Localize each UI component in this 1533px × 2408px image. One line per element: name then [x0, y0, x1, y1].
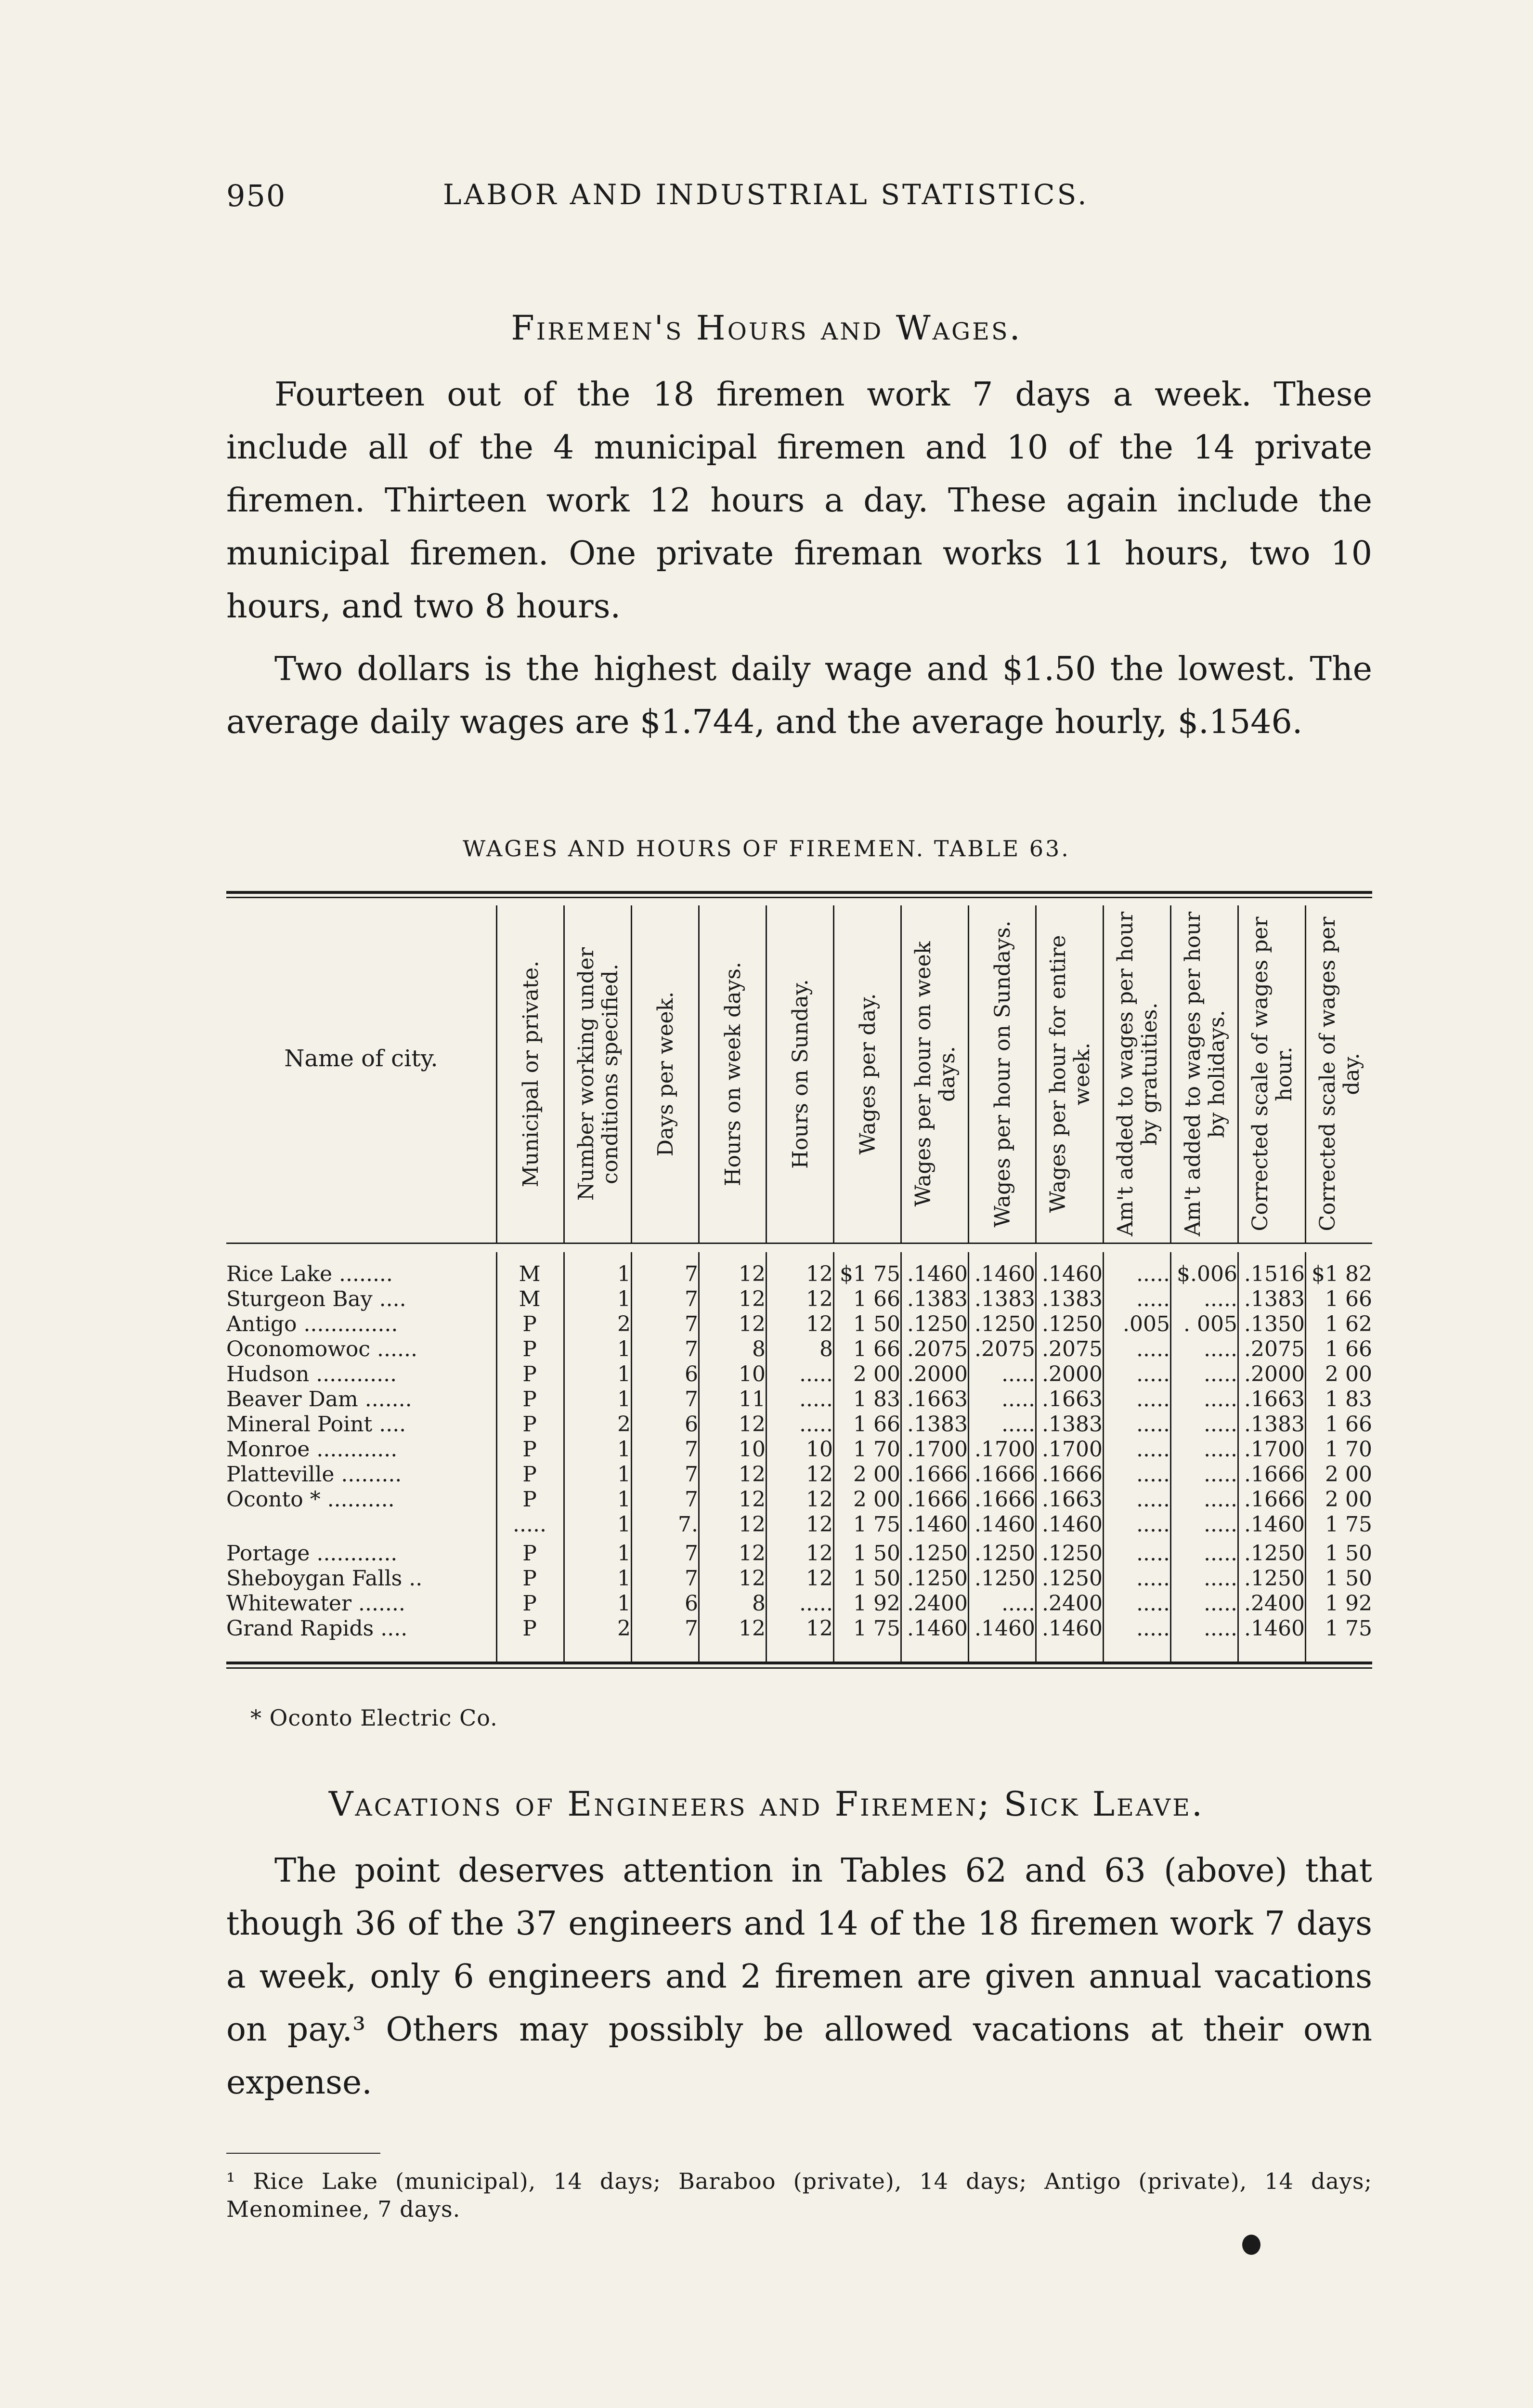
cell-number-working: 1	[617, 1487, 631, 1512]
cell-gratuities: .....	[1136, 1566, 1170, 1591]
cell-number-working: 1	[617, 1262, 631, 1286]
cell-wages-hour-entire-week: .1663	[1042, 1487, 1103, 1512]
page-number: 950	[226, 178, 286, 213]
cell-wages-hour-entire-week: .1700	[1042, 1437, 1103, 1462]
cell-gratuities: .....	[1136, 1387, 1170, 1412]
cell-hours-sunday: 12	[806, 1487, 833, 1512]
cell-gratuities: .....	[1136, 1337, 1170, 1361]
cell-number-working: 1	[617, 1437, 631, 1462]
cell-wages-hour-entire-week: .2075	[1042, 1337, 1103, 1361]
cell-corrected-per-day: 1 66	[1325, 1337, 1372, 1361]
cell-holidays: .....	[1204, 1487, 1237, 1512]
cell-city: Rice Lake ........	[226, 1262, 393, 1286]
cell-wages-hour-entire-week: .1250	[1042, 1312, 1103, 1336]
cell-hours-week-days: 12	[739, 1566, 766, 1591]
cell-wages-hour-week-days: .1383	[907, 1287, 968, 1311]
column-header-hours-sunday: Hours on Sunday.	[766, 905, 834, 1243]
cell-hours-sunday: 12	[806, 1512, 833, 1537]
cell-wages-hour-sundays: .1250	[974, 1312, 1035, 1336]
cell-days-per-week: 7	[685, 1541, 698, 1566]
cell-wages-hour-week-days: .1460	[907, 1262, 968, 1286]
cell-wages-hour-week-days: .2075	[907, 1337, 968, 1361]
column-header-corrected-per-hour: Corrected scale of wages per hour.	[1237, 905, 1306, 1243]
cell-wages-hour-sundays: .1250	[974, 1566, 1035, 1591]
cell-holidays: .....	[1204, 1512, 1237, 1537]
cell-days-per-week: 6	[685, 1591, 698, 1616]
cell-wages-hour-sundays: .1700	[974, 1437, 1035, 1462]
footnote-rule	[226, 2153, 380, 2154]
cell-wages-hour-entire-week: .2400	[1042, 1591, 1103, 1616]
table-row	[226, 1566, 1372, 1591]
table-header-rule	[226, 1243, 1372, 1244]
cell-hours-sunday: 8	[819, 1337, 833, 1361]
cell-corrected-per-day: 1 66	[1325, 1287, 1372, 1311]
cell-holidays: .....	[1204, 1566, 1237, 1591]
cell-hours-week-days: 8	[752, 1337, 766, 1361]
table-row	[226, 1541, 1372, 1566]
cell-holidays: .....	[1204, 1362, 1237, 1387]
cell-holidays: $.006	[1177, 1262, 1237, 1286]
cell-days-per-week: 7	[685, 1616, 698, 1641]
table-row	[226, 1337, 1372, 1362]
paragraph-firemen-hours: Fourteen out of the 18 firemen work 7 days a week. These include all of the 4 municipal firemen and 10 of the 14 private firemen. Thirteen work 12 hours a day. These again include the municipal firemen. One private fireman works 11 hours, two 10 hours, and two 8 hours.	[226, 376, 1372, 626]
cell-days-per-week: 7	[685, 1487, 698, 1512]
cell-city	[226, 1512, 496, 1537]
cell-wages-hour-sundays: .2075	[974, 1337, 1035, 1361]
cell-wages-per-day: 1 92	[853, 1591, 900, 1616]
cell-municipal-or-private: P	[522, 1387, 537, 1412]
cell-municipal-or-private: P	[522, 1616, 537, 1641]
cell-days-per-week: 7	[685, 1437, 698, 1462]
cell-wages-hour-week-days: .1666	[907, 1487, 968, 1512]
cell-gratuities: .....	[1136, 1591, 1170, 1616]
cell-number-working: 2	[617, 1312, 631, 1336]
cell-wages-hour-sundays: .....	[1001, 1591, 1035, 1616]
cell-city: Oconto * ..........	[226, 1487, 395, 1512]
cell-number-working: 2	[617, 1616, 631, 1641]
cell-city: Whitewater .......	[226, 1591, 405, 1616]
cell-gratuities: .....	[1136, 1616, 1170, 1641]
cell-city: Oconomowoc ......	[226, 1337, 417, 1361]
cell-hours-sunday: 10	[806, 1437, 833, 1462]
cell-number-working: 2	[617, 1412, 631, 1437]
table-caption: WAGES AND HOURS OF FIREMEN. TABLE 63.	[463, 836, 1070, 862]
cell-city: Sturgeon Bay ....	[226, 1287, 406, 1311]
table-row	[226, 1512, 1372, 1537]
cell-corrected-per-day: 2 00	[1325, 1462, 1372, 1487]
cell-number-working: 1	[617, 1362, 631, 1387]
cell-holidays: .....	[1204, 1616, 1237, 1641]
cell-wages-per-day: 1 70	[853, 1437, 900, 1462]
cell-wages-hour-week-days: .1250	[907, 1312, 968, 1336]
cell-days-per-week: 7	[685, 1566, 698, 1591]
cell-holidays: .....	[1204, 1541, 1237, 1566]
cell-corrected-per-hour: .1666	[1244, 1487, 1305, 1512]
cell-gratuities: .005	[1123, 1312, 1170, 1336]
cell-municipal-or-private: P	[522, 1591, 537, 1616]
cell-corrected-per-hour: .1516	[1244, 1262, 1305, 1286]
cell-number-working: 1	[617, 1566, 631, 1591]
column-header-wages-per-day: Wages per day.	[833, 905, 902, 1243]
cell-city: Monroe ............	[226, 1437, 398, 1462]
cell-days-per-week: 7	[685, 1337, 698, 1361]
column-header-wages-hour-week-days: Wages per hour on week days.	[900, 905, 969, 1243]
column-header-wages-hour-entire-week: Wages per hour for entire week.	[1035, 905, 1104, 1243]
cell-city: Hudson ............	[226, 1362, 397, 1387]
cell-days-per-week: 6	[685, 1362, 698, 1387]
cell-gratuities: .....	[1136, 1437, 1170, 1462]
cell-number-working: 1	[617, 1287, 631, 1311]
cell-corrected-per-hour: .1663	[1244, 1387, 1305, 1412]
table-footnote: * Oconto Electric Co.	[250, 1705, 498, 1731]
cell-wages-hour-sundays: .1250	[974, 1541, 1035, 1566]
table-bottom-rule	[226, 1662, 1372, 1664]
section-title-vacations: Vacations of Engineers and Firemen; Sick Leave.	[328, 1784, 1205, 1824]
cell-wages-hour-sundays: .1383	[974, 1287, 1035, 1311]
cell-days-per-week: 7	[685, 1287, 698, 1311]
cell-corrected-per-day: $1 82	[1312, 1262, 1372, 1286]
table-row	[226, 1487, 1372, 1512]
table-row	[226, 1616, 1372, 1641]
cell-corrected-per-day: 2 00	[1325, 1362, 1372, 1387]
cell-wages-hour-sundays: .....	[1001, 1387, 1035, 1412]
column-header-days-per-week: Days per week.	[631, 905, 700, 1243]
paragraph-firemen-wages: Two dollars is the highest daily wage and $1.50 the lowest. The average daily wages are $1.744, and the average hourly, $.1546.	[226, 650, 1372, 741]
table-row	[226, 1262, 1372, 1287]
cell-wages-per-day: 2 00	[853, 1362, 900, 1387]
cell-gratuities: .....	[1136, 1287, 1170, 1311]
cell-municipal-or-private: P	[522, 1462, 537, 1487]
cell-wages-per-day: 2 00	[853, 1487, 900, 1512]
cell-municipal-or-private: P	[522, 1487, 537, 1512]
cell-hours-week-days: 12	[739, 1412, 766, 1437]
cell-days-per-week: 7	[685, 1312, 698, 1336]
cell-wages-hour-week-days: .1666	[907, 1462, 968, 1487]
cell-municipal-or-private: P	[522, 1566, 537, 1591]
cell-gratuities: .....	[1136, 1541, 1170, 1566]
cell-hours-sunday: 12	[806, 1566, 833, 1591]
table-row	[226, 1312, 1372, 1337]
column-header-corrected-per-day: Corrected scale of wages per day.	[1305, 905, 1374, 1243]
cell-days-per-week: 6	[685, 1412, 698, 1437]
cell-hours-week-days: 12	[739, 1287, 766, 1311]
cell-hours-week-days: 12	[739, 1487, 766, 1512]
cell-wages-hour-entire-week: .2000	[1042, 1362, 1103, 1387]
cell-wages-per-day: 1 66	[853, 1287, 900, 1311]
cell-wages-hour-entire-week: .1460	[1042, 1512, 1103, 1537]
cell-hours-week-days: 12	[739, 1541, 766, 1566]
cell-days-per-week: 7.	[678, 1512, 698, 1537]
cell-municipal-or-private: P	[522, 1437, 537, 1462]
column-header-gratuities: Am't added to wages per hour by gratuities.	[1103, 905, 1171, 1243]
cell-hours-sunday: .....	[799, 1412, 833, 1437]
cell-wages-per-day: 1 83	[853, 1387, 900, 1412]
cell-wages-hour-entire-week: .1383	[1042, 1412, 1103, 1437]
cell-city: Beaver Dam .......	[226, 1387, 412, 1412]
cell-wages-hour-entire-week: .1663	[1042, 1387, 1103, 1412]
cell-corrected-per-hour: .1250	[1244, 1566, 1305, 1591]
cell-hours-sunday: .....	[799, 1387, 833, 1412]
cell-days-per-week: 7	[685, 1262, 698, 1286]
cell-number-working: 1	[617, 1541, 631, 1566]
cell-wages-hour-sundays: .1460	[974, 1616, 1035, 1641]
column-header-municipal-or-private: Municipal or private.	[496, 905, 565, 1243]
cell-wages-hour-week-days: .1383	[907, 1412, 968, 1437]
cell-municipal-or-private: M	[519, 1287, 541, 1311]
cell-holidays: .....	[1204, 1337, 1237, 1361]
cell-wages-per-day: $1 75	[840, 1262, 900, 1286]
table-top-rule-thin	[226, 897, 1372, 898]
table-row	[226, 1591, 1372, 1616]
paragraph-vacations: The point deserves attention in Tables 62 and 63 (above) that though 36 of the 37 engineers and 14 of the 18 firemen work 7 days a week, only 6 engineers and 2 firemen are given annual vacations on pay.³ Others may possibly be allowed vacations at their own expense.	[226, 1852, 1372, 2102]
cell-wages-per-day: 1 50	[853, 1312, 900, 1336]
cell-hours-sunday: 12	[806, 1541, 833, 1566]
cell-corrected-per-hour: .1666	[1244, 1462, 1305, 1487]
table-row	[226, 1412, 1372, 1437]
cell-city: Platteville .........	[226, 1462, 402, 1487]
cell-corrected-per-day: 1 62	[1325, 1312, 1372, 1336]
cell-corrected-per-day: 1 50	[1325, 1566, 1372, 1591]
cell-corrected-per-hour: .1700	[1244, 1437, 1305, 1462]
cell-wages-hour-entire-week: .1383	[1042, 1287, 1103, 1311]
cell-corrected-per-day: 1 92	[1325, 1591, 1372, 1616]
cell-corrected-per-hour: .1460	[1244, 1512, 1305, 1537]
cell-corrected-per-hour: .1250	[1244, 1541, 1305, 1566]
table-row	[226, 1387, 1372, 1412]
cell-corrected-per-hour: .2400	[1244, 1591, 1305, 1616]
cell-municipal-or-private: P	[522, 1412, 537, 1437]
cell-wages-hour-entire-week: .1666	[1042, 1462, 1103, 1487]
cell-holidays: .....	[1204, 1462, 1237, 1487]
cell-corrected-per-day: 1 75	[1325, 1512, 1372, 1537]
cell-gratuities: .....	[1136, 1262, 1170, 1286]
cell-city: Grand Rapids ....	[226, 1616, 408, 1641]
cell-hours-sunday: 12	[806, 1462, 833, 1487]
cell-city: Antigo ..............	[226, 1312, 398, 1336]
cell-city: Portage ............	[226, 1541, 398, 1566]
cell-wages-hour-sundays: .1460	[974, 1512, 1035, 1537]
cell-wages-hour-sundays: .1460	[974, 1262, 1035, 1286]
cell-wages-per-day: 1 50	[853, 1541, 900, 1566]
cell-wages-per-day: 1 50	[853, 1566, 900, 1591]
cell-wages-hour-entire-week: .1460	[1042, 1616, 1103, 1641]
cell-city: Sheboygan Falls ..	[226, 1566, 423, 1591]
cell-holidays: .....	[1204, 1387, 1237, 1412]
cell-municipal-or-private: .....	[513, 1512, 546, 1537]
cell-gratuities: .....	[1136, 1412, 1170, 1437]
cell-wages-hour-week-days: .1250	[907, 1566, 968, 1591]
cell-wages-hour-entire-week: .1250	[1042, 1541, 1103, 1566]
cell-gratuities: .....	[1136, 1512, 1170, 1537]
cell-municipal-or-private: P	[522, 1312, 537, 1336]
cell-hours-week-days: 12	[739, 1512, 766, 1537]
cell-gratuities: .....	[1136, 1487, 1170, 1512]
cell-hours-sunday: 12	[806, 1616, 833, 1641]
cell-city: Mineral Point ....	[226, 1412, 406, 1437]
cell-holidays: .....	[1204, 1287, 1237, 1311]
cell-wages-hour-sundays: .....	[1001, 1412, 1035, 1437]
cell-wages-hour-week-days: .1700	[907, 1437, 968, 1462]
table-row	[226, 1462, 1372, 1487]
cell-wages-hour-week-days: .1460	[907, 1512, 968, 1537]
cell-hours-week-days: 10	[739, 1437, 766, 1462]
cell-number-working: 1	[617, 1512, 631, 1537]
cell-hours-sunday: .....	[799, 1362, 833, 1387]
cell-wages-hour-week-days: .1663	[907, 1387, 968, 1412]
running-title: LABOR AND INDUSTRIAL STATISTICS.	[443, 178, 1089, 211]
cell-wages-hour-entire-week: .1250	[1042, 1566, 1103, 1591]
cell-holidays: .....	[1204, 1591, 1237, 1616]
cell-number-working: 1	[617, 1337, 631, 1361]
column-header-name-of-city: Name of city.	[284, 1045, 438, 1072]
cell-municipal-or-private: M	[519, 1262, 541, 1286]
cell-corrected-per-day: 1 50	[1325, 1541, 1372, 1566]
cell-wages-hour-week-days: .2400	[907, 1591, 968, 1616]
cell-municipal-or-private: P	[522, 1541, 537, 1566]
cell-hours-week-days: 12	[739, 1312, 766, 1336]
cell-wages-per-day: 1 75	[853, 1512, 900, 1537]
cell-number-working: 1	[617, 1462, 631, 1487]
cell-wages-hour-week-days: .1460	[907, 1616, 968, 1641]
cell-wages-per-day: 1 66	[853, 1337, 900, 1361]
cell-municipal-or-private: P	[522, 1337, 537, 1361]
cell-holidays: .....	[1204, 1412, 1237, 1437]
cell-corrected-per-day: 1 66	[1325, 1412, 1372, 1437]
footnote: ¹ Rice Lake (municipal), 14 days; Baraboo (private), 14 days; Antigo (private), 14 days; Menominee, 7 days.	[226, 2168, 1372, 2222]
cell-wages-per-day: 1 75	[853, 1616, 900, 1641]
cell-corrected-per-hour: .2000	[1244, 1362, 1305, 1387]
section-title-firemen: Firemen's Hours and Wages.	[511, 308, 1022, 348]
cell-number-working: 1	[617, 1591, 631, 1616]
cell-hours-week-days: 8	[752, 1591, 766, 1616]
cell-hours-week-days: 12	[739, 1616, 766, 1641]
cell-wages-hour-week-days: .2000	[907, 1362, 968, 1387]
column-header-holidays: Am't added to wages per hour by holidays.	[1170, 905, 1239, 1243]
cell-wages-hour-entire-week: .1460	[1042, 1262, 1103, 1286]
cell-wages-hour-sundays: .1666	[974, 1487, 1035, 1512]
cell-corrected-per-hour: .2075	[1244, 1337, 1305, 1361]
cell-corrected-per-day: 1 70	[1325, 1437, 1372, 1462]
table-top-rule	[226, 891, 1372, 894]
cell-wages-hour-week-days: .1250	[907, 1541, 968, 1566]
cell-wages-per-day: 1 66	[853, 1412, 900, 1437]
cell-days-per-week: 7	[685, 1462, 698, 1487]
cell-hours-sunday: 12	[806, 1312, 833, 1336]
cell-holidays: .....	[1204, 1437, 1237, 1462]
cell-wages-per-day: 2 00	[853, 1462, 900, 1487]
cell-corrected-per-day: 2 00	[1325, 1487, 1372, 1512]
cell-wages-hour-sundays: .1666	[974, 1462, 1035, 1487]
cell-gratuities: .....	[1136, 1462, 1170, 1487]
cell-wages-hour-sundays: .....	[1001, 1362, 1035, 1387]
cell-days-per-week: 7	[685, 1387, 698, 1412]
cell-hours-week-days: 10	[739, 1362, 766, 1387]
table-bottom-rule-thin	[226, 1667, 1372, 1669]
cell-corrected-per-hour: .1460	[1244, 1616, 1305, 1641]
cell-corrected-per-hour: .1383	[1244, 1412, 1305, 1437]
cell-hours-sunday: 12	[806, 1287, 833, 1311]
cell-holidays: . 005	[1183, 1312, 1237, 1336]
cell-hours-week-days: 11	[739, 1387, 766, 1412]
cell-corrected-per-day: 1 83	[1325, 1387, 1372, 1412]
cell-municipal-or-private: P	[522, 1362, 537, 1387]
cell-hours-week-days: 12	[739, 1462, 766, 1487]
column-header-number-working: Number working under conditions specified.	[563, 905, 632, 1243]
cell-hours-sunday: 12	[806, 1262, 833, 1286]
table-row	[226, 1362, 1372, 1387]
ink-spot	[1242, 2235, 1260, 2255]
cell-corrected-per-day: 1 75	[1325, 1616, 1372, 1641]
column-header-wages-hour-sundays: Wages per hour on Sundays.	[968, 905, 1037, 1243]
table-row	[226, 1437, 1372, 1462]
cell-corrected-per-hour: .1383	[1244, 1287, 1305, 1311]
table-row	[226, 1287, 1372, 1312]
cell-hours-week-days: 12	[739, 1262, 766, 1286]
cell-gratuities: .....	[1136, 1362, 1170, 1387]
column-header-hours-week-days: Hours on week days.	[698, 905, 767, 1243]
running-head	[226, 178, 1401, 222]
cell-hours-sunday: .....	[799, 1591, 833, 1616]
cell-corrected-per-hour: .1350	[1244, 1312, 1305, 1336]
cell-number-working: 1	[617, 1387, 631, 1412]
